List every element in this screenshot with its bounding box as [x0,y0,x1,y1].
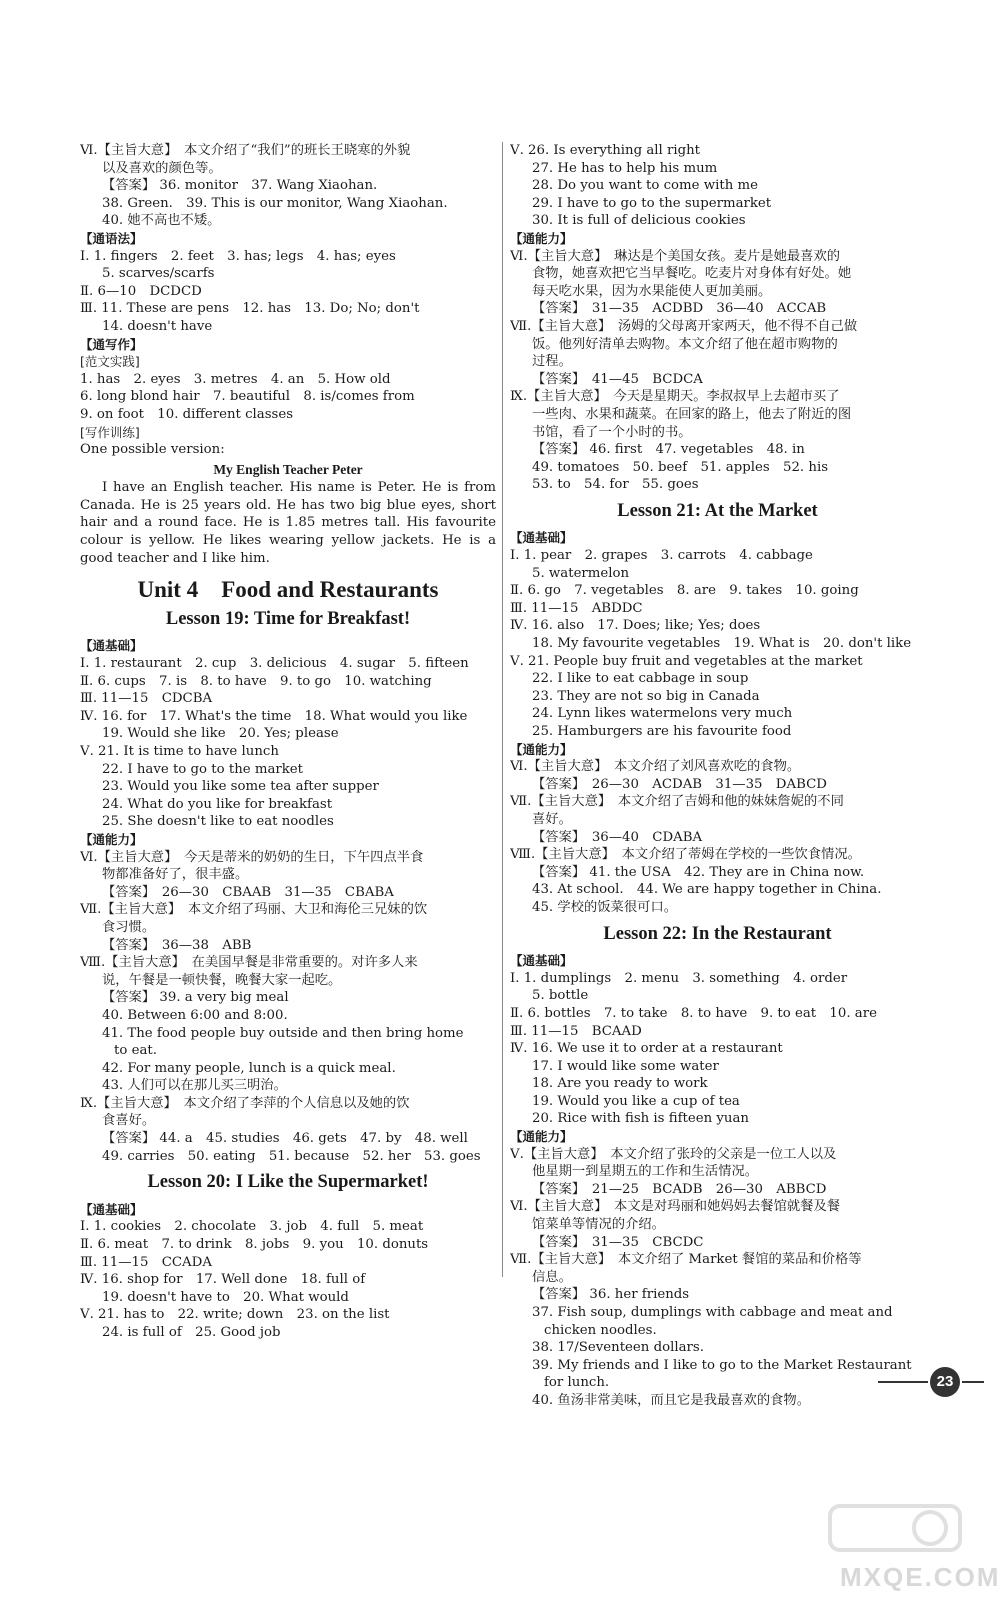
subsection-tag: [写作训练] [80,424,140,440]
answer-line: 1. has 2. eyes 3. metres 4. an 5. How old [80,371,391,387]
answer-line: 24. What do you like for breakfast [102,796,333,812]
answer-line: 【答案】 46. first 47. vegetables 48. in [532,442,805,458]
text-line: Ⅸ.【主旨大意】 今天是星期天。李叔叔早上去超市买了 [510,389,840,405]
answer-line: 37. Fish soup, dumplings with cabbage and meat and [532,1305,893,1320]
answer-line: 【答案】 41—45 BCDCA [532,371,703,387]
answer-line: 25. Hamburgers are his favourite food [532,724,792,739]
answer-line: Ⅲ. 11—15 CCADA [80,1254,212,1270]
answer-line: Ⅱ. 6. cups 7. is 8. to have 9. to go 10. watching [80,673,432,689]
text-line: 每天吃水果，因为水果能使人更加美丽。 [532,283,772,299]
lesson-title: Lesson 22: In the Restaurant [603,923,832,944]
answer-line: 【答案】 21—25 BCADB 26—30 ABBCD [532,1181,827,1197]
text-line: 物都准备好了，很丰盛。 [102,867,249,883]
essay-title: My English Teacher Peter [213,461,363,477]
text-line: Ⅵ.【主旨大意】 琳达是个美国女孩。麦片是她最喜欢的 [510,248,841,264]
text-line: 他星期一到星期五的工作和生活情况。 [532,1164,759,1180]
answer-line: Ⅲ. 11—15 CDCBA [80,691,213,707]
text-line: 喜好。 [532,811,572,827]
answer-line: Ⅱ. 6—10 DCDCD [80,283,202,299]
answer-line: Ⅴ. 21. has to 22. write; down 23. on the list [80,1307,390,1323]
text-line: One possible version: [80,442,225,458]
text-line: Ⅴ.【主旨大意】 本文介绍了张玲的父亲是一位工人以及 [510,1146,837,1162]
answer-line: 53. to 54. for 55. goes [532,477,699,493]
lesson-title: Lesson 19: Time for Breakfast! [165,608,411,629]
answer-line: 42. For many people, lunch is a quick meal. [102,1060,396,1076]
answer-line: 【答案】 26—30 CBAAB 31—35 CBABA [102,884,394,900]
section-tag: 【通写作】 [80,336,143,352]
answer-line: 6. long blond hair 7. beautiful 8. is/comes from [80,389,415,405]
subsection-tag: [范文实践] [80,354,140,370]
text-line: Ⅸ.【主旨大意】 本文介绍了李萍的个人信息以及她的饮 [80,1095,410,1111]
right-column [510,142,925,1410]
answer-line: 【答案】 31—35 ACDBD 36—40 ACCAB [532,301,827,317]
answer-line: 【答案】 44. a 45. studies 46. gets 47. by 48. well [102,1131,468,1147]
text-line: Ⅶ.【主旨大意】 本文介绍了吉姆和他的妹妹詹妮的不同 [510,794,844,810]
answer-line: Ⅴ. 21. People buy fruit and vegetables at the market [510,653,863,669]
text-line: 食物，她喜欢把它当早餐吃。吃麦片对身体有好处。她 [532,266,852,282]
answer-line: Ⅳ. 16. We use it to order at a restaurant [510,1041,783,1057]
answer-line: Ⅰ. 1. restaurant 2. cup 3. delicious 4. sugar 5. fifteen [80,656,469,672]
answer-line: 9. on foot 10. different classes [80,406,294,422]
text-line: 书馆，看了一个小时的书。 [532,424,692,440]
answer-line: 5. bottle [532,988,589,1004]
lesson-title: Lesson 20: I Like the Supermarket! [147,1172,429,1193]
answer-line: 【答案】 26—30 ACDAB 31—35 DABCD [532,776,827,792]
answer-line: Ⅴ. 21. It is time to have lunch [80,744,279,759]
answer-line: 22. I have to go to the market [102,761,304,777]
answer-line: 27. He has to help his mum [532,160,718,176]
text-line: Ⅶ.【主旨大意】 本文介绍了 Market 餐馆的菜品和价格等 [510,1252,862,1268]
section-tag: 【通基础】 [80,638,143,654]
text-line: 饭。他列好清单去购物。本文介绍了他在超市购物的 [532,336,838,352]
section-tag: 【通能力】 [80,831,143,847]
text-line: Ⅶ.【主旨大意】 汤姆的父母离开家两天，他不得不自己做 [510,318,858,334]
section-tag: 【通能力】 [510,1129,573,1145]
answer-line: Ⅰ. 1. fingers 2. feet 3. has; legs 4. has; eyes [80,248,396,264]
section-tag: 【通能力】 [510,230,573,246]
text-line: 食喜好。 [102,1113,156,1129]
answer-line: 23. Would you like some tea after supper [102,779,379,795]
text-line: 一些肉、水果和蔬菜。在回家的路上，他去了附近的图 [532,406,852,422]
answer-line: 5. scarves/scarfs [102,266,215,282]
text-line: 信息。 [532,1269,572,1285]
answer-line: 49. tomatoes 50. beef 51. apples 52. his [532,459,829,475]
answer-line: chicken noodles. [544,1322,657,1338]
answer-line: 29. I have to go to the supermarket [532,195,772,211]
text-line: Ⅶ.【主旨大意】 本文介绍了玛丽、大卫和海伦三兄妹的饮 [80,902,428,918]
page-number-rule-left [878,1381,928,1383]
answer-line: 24. Lynn likes watermelons very much [532,706,793,722]
answer-line: 【答案】 36. monitor 37. Wang Xiaohan. [102,178,378,194]
text-line: Ⅵ.【主旨大意】 本文是对玛丽和她妈妈去餐馆就餐及餐 [510,1199,841,1215]
answer-line: 【答案】 41. the USA 42. They are in China now. [532,864,865,880]
answer-line: 22. I like to eat cabbage in soup [532,671,749,687]
answer-line: 18. Are you ready to work [532,1076,708,1092]
answer-line: Ⅱ. 6. meat 7. to drink 8. jobs 9. you 10. donuts [80,1237,429,1253]
answer-line: 23. They are not so big in Canada [532,688,760,704]
column-divider [502,142,503,1277]
answer-line: 【答案】 36—40 CDABA [532,829,703,845]
answer-line: 14. doesn't have [102,318,213,334]
answer-line: Ⅲ. 11. These are pens 12. has 13. Do; No; don't [80,301,420,317]
section-tag: 【通能力】 [510,741,573,757]
answer-line: 17. I would like some water [532,1058,719,1074]
answer-line: 18. My favourite vegetables 19. What is 20. don't like [532,636,912,652]
answer-line: 20. Rice with fish is fifteen yuan [532,1111,749,1127]
answer-line: 45. 学校的饭菜很可口。 [532,899,678,915]
unit-title: Unit 4 Food and Restaurants [137,577,439,603]
answer-line: 49. carries 50. eating 51. because 52. her 53. goes [102,1148,481,1164]
answer-line: Ⅴ. 26. Is everything all right [510,143,701,158]
text-line: 说，午餐是一顿快餐，晚餐大家一起吃。 [102,972,342,988]
section-tag: 【通语法】 [80,230,143,246]
text-line: 以及喜欢的颜色等。 [102,160,222,176]
essay-body: I have an English teacher. His name is Peter. He is from Canada. He is 25 years old. He has two big blue eyes, short hair and a round face. He is 1.85 metres tall. His favourite colour is yellow. He likes wearing yellow jackets. He is a good teacher and I like him. [80,480,496,566]
answer-line: Ⅳ. 16. for 17. What's the time 18. What would you like [80,708,468,724]
text-line: Ⅵ.【主旨大意】 今天是蒂米的奶奶的生日，下午四点半食 [80,849,424,865]
answer-line: 25. She doesn't like to eat noodles [102,814,334,830]
section-tag: 【通基础】 [510,530,573,546]
answer-line: 38. Green. 39. This is our monitor, Wang Xiaohan. [102,195,448,211]
answer-line: 40. Between 6:00 and 8:00. [102,1007,288,1023]
section-tag: 【通基础】 [510,953,573,969]
section-tag: 【通基础】 [80,1201,143,1217]
answer-line: 39. My friends and I like to go to the Market Restaurant [532,1357,912,1373]
watermark-text: MXQE.COM [840,1562,1000,1592]
lesson-title: Lesson 21: At the Market [617,500,818,521]
left-column [80,142,496,1342]
text-line: Ⅷ.【主旨大意】 本文介绍了蒂姆在学校的一些饮食情况。 [510,847,861,863]
answer-line: Ⅳ. 16. shop for 17. Well done 18. full of [80,1272,366,1288]
answer-line: 19. Would she like 20. Yes; please [102,726,339,742]
answer-line: Ⅲ. 11—15 ABDDC [510,600,643,616]
answer-line: 24. is full of 25. Good job [102,1325,281,1340]
answer-line: Ⅰ. 1. dumplings 2. menu 3. something 4. order [510,970,848,986]
answer-line: Ⅲ. 11—15 BCAAD [510,1023,642,1039]
answer-line: 28. Do you want to come with me [532,178,758,194]
answer-line: for lunch. [544,1375,610,1391]
answer-line: 【答案】 31—35 CBCDC [532,1234,704,1250]
answer-line: Ⅱ. 6. go 7. vegetables 8. are 9. takes 10. going [510,583,859,599]
text-line: 过程。 [532,354,572,370]
answer-line: 40. 鱼汤非常美味，而且它是我最喜欢的食物。 [532,1392,811,1408]
text-line: 食习惯。 [102,919,156,935]
answer-line: 19. Would you like a cup of tea [532,1093,740,1109]
answer-line: 43. At school. 44. We are happy together in China. [532,882,882,898]
page-number-badge: 23 [930,1367,960,1397]
answer-line: 30. It is full of delicious cookies [532,213,746,229]
answer-line: Ⅳ. 16. also 17. Does; like; Yes; does [510,618,761,634]
answer-line: 19. doesn't have to 20. What would [102,1289,349,1305]
answer-line: 5. watermelon [532,565,630,581]
page-number-rule-right [962,1381,984,1383]
answer-line: 【答案】 36—38 ABB [102,937,252,953]
answer-line: 【答案】 36. her friends [532,1287,690,1303]
answer-line: 38. 17/Seventeen dollars. [532,1340,704,1356]
answer-line: Ⅱ. 6. bottles 7. to take 8. to have 9. to eat 10. are [510,1005,877,1021]
text-line: Ⅵ.【主旨大意】 本文介绍了“我们”的班长王晓寒的外貌 [80,143,411,158]
answer-line: Ⅰ. 1. pear 2. grapes 3. carrots 4. cabbage [510,548,813,564]
answer-line: 41. The food people buy outside and then bring home [102,1025,464,1041]
answer-line: 43. 人们可以在那儿买三明治。 [102,1078,287,1094]
text-line: 馆菜单等情况的介绍。 [532,1217,665,1233]
answer-line: to eat. [114,1043,157,1059]
answer-line: 40. 她不高也不矮。 [102,213,221,229]
answer-line: 【答案】 39. a very big meal [102,990,289,1006]
text-line: Ⅵ.【主旨大意】 本文介绍了刘风喜欢吃的食物。 [510,759,801,775]
text-line: Ⅷ.【主旨大意】 在美国早餐是非常重要的。对许多人来 [80,955,418,971]
answer-line: Ⅰ. 1. cookies 2. chocolate 3. job 4. full 5. meat [80,1219,424,1235]
